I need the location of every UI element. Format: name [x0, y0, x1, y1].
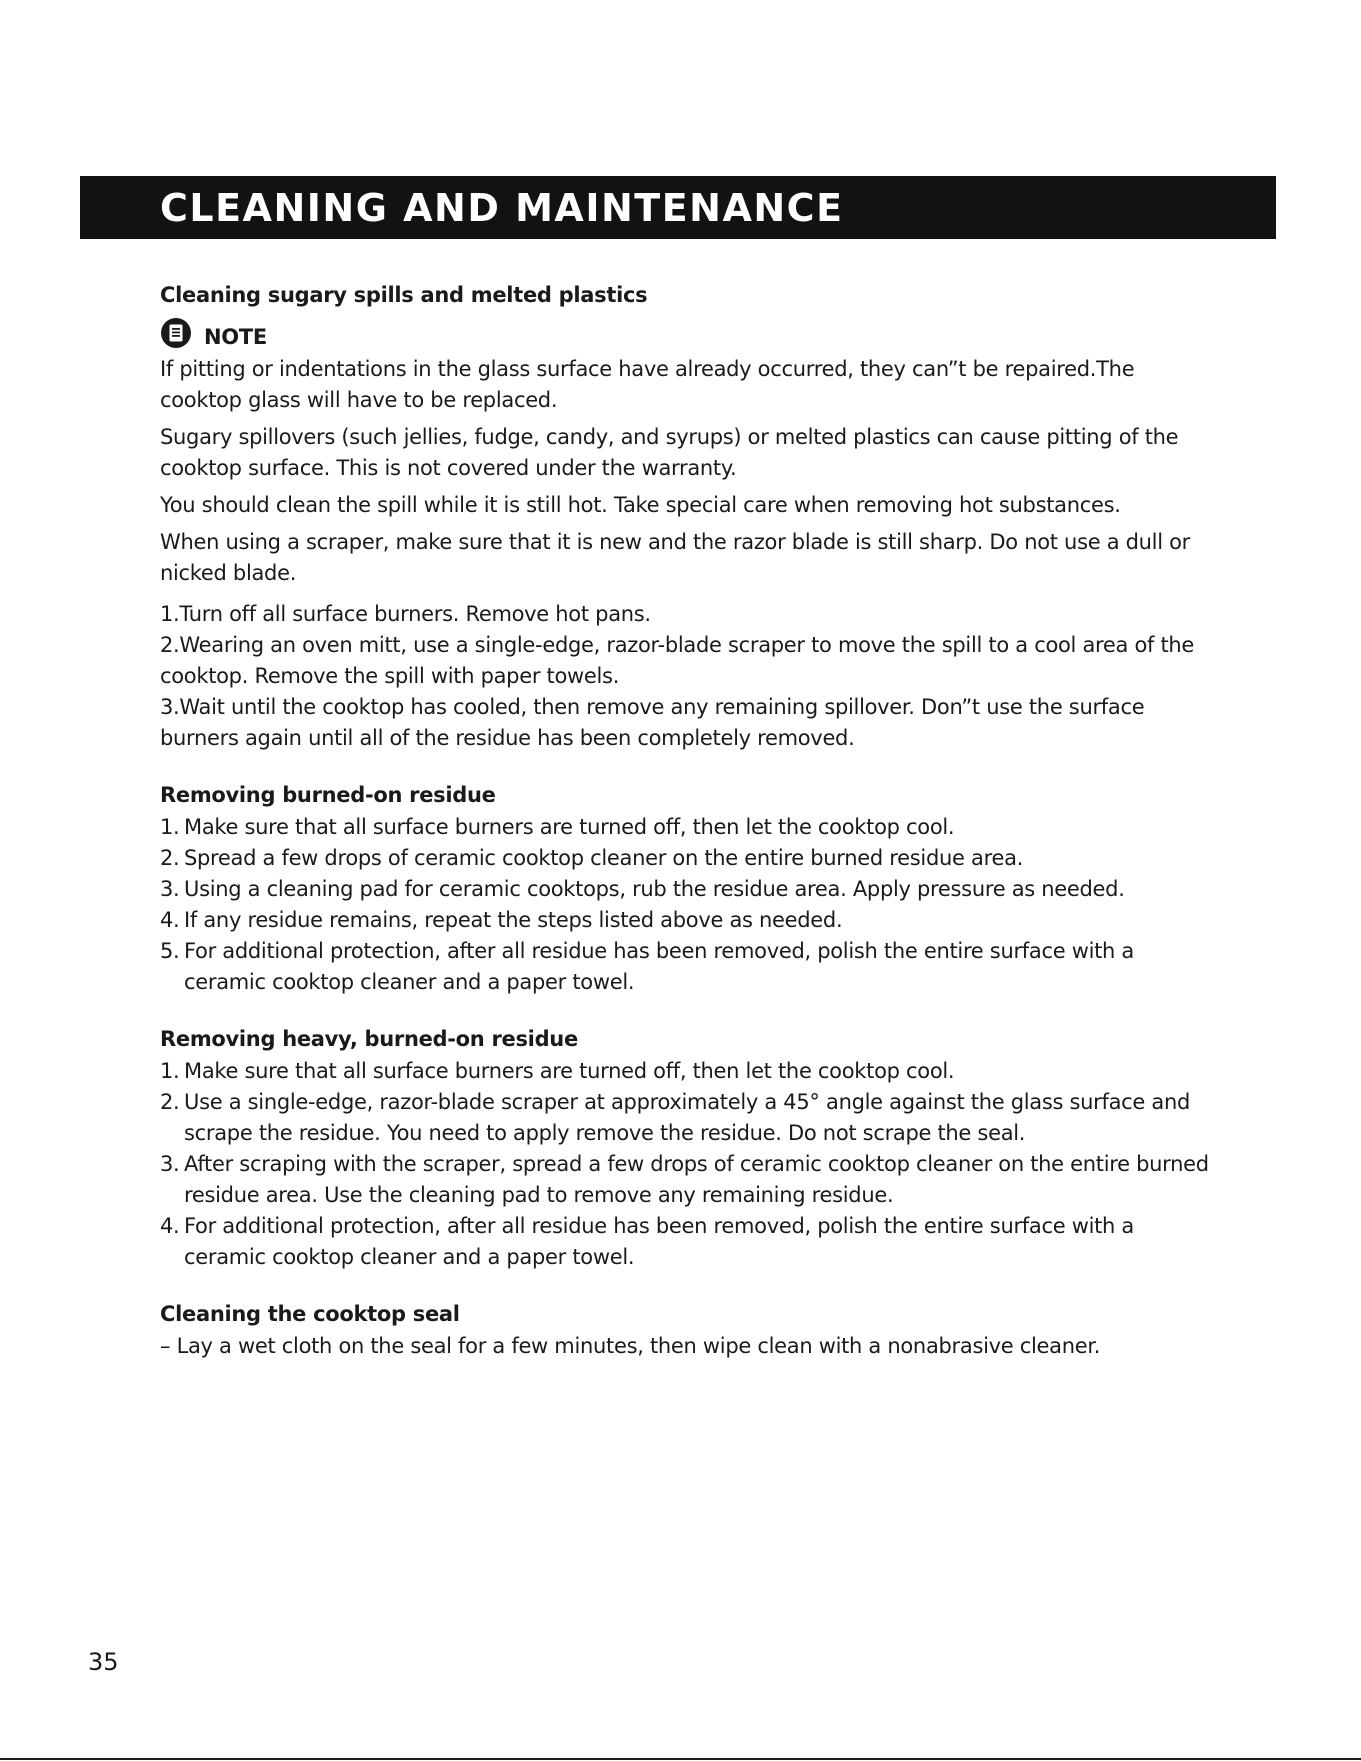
note-callout — [160, 321, 1220, 353]
list-item-text: After scraping with the scraper, spread a few drops of ceramic cooktop cleaner on the entire burned residue area. Use the cleaning pad to remove any remaining residue. — [184, 1152, 1209, 1207]
cooktop-seal-section — [160, 1299, 1220, 1362]
cooktop-seal-heading: Cleaning the cooktop seal — [160, 1302, 460, 1326]
list-item — [160, 1149, 1220, 1211]
list-item-number: 1. — [160, 815, 180, 839]
section-title: CLEANING AND MAINTENANCE — [160, 186, 844, 230]
list-item-text: For additional protection, after all residue has been removed, polish the entire surface with a ceramic cooktop cleaner and a paper towel. — [184, 1214, 1134, 1269]
list-item-number: 2. — [160, 1090, 180, 1114]
page-number: 35 — [88, 1648, 119, 1676]
list-item: 2.Wearing an oven mitt, use a single-edge, razor-blade scraper to move the spill to a cool area of the cooktop. Remove the spill with paper towels. — [160, 633, 1195, 688]
list-item — [160, 905, 1220, 936]
bottom-rule — [0, 1758, 1361, 1760]
list-item-number: 2. — [160, 846, 180, 870]
list-item — [160, 874, 1220, 905]
list-item — [160, 812, 1220, 843]
scraper-paragraph: When using a scraper, make sure that it is new and the razor blade is still sharp. Do not use a dull or nicked blade. — [160, 530, 1191, 585]
list-item-text: Use a single-edge, razor-blade scraper at approximately a 45° angle against the glass surface and scrape the residue. You need to apply remove the residue. Do not scrape the seal. — [184, 1090, 1191, 1145]
list-item-number: 5. — [160, 939, 180, 963]
list-item — [160, 843, 1220, 874]
list-item-number: 3. — [160, 1152, 180, 1176]
list-item — [160, 1211, 1220, 1273]
list-item-text: Make sure that all surface burners are turned off, then let the cooktop cool. — [184, 1059, 955, 1083]
list-item-number: 3. — [160, 877, 180, 901]
list-item: 1.Turn off all surface burners. Remove hot pans. — [160, 602, 651, 626]
burned-residue-list — [160, 812, 1220, 998]
list-item-text: If any residue remains, repeat the steps listed above as needed. — [184, 908, 843, 932]
page-content — [160, 280, 1220, 1362]
list-item — [160, 1056, 1220, 1087]
list-item-number: 4. — [160, 908, 180, 932]
burned-residue-section — [160, 780, 1220, 998]
list-item-number: 4. — [160, 1214, 180, 1238]
note-label: NOTE — [204, 324, 267, 349]
list-item — [160, 1087, 1220, 1149]
heavy-residue-list — [160, 1056, 1220, 1273]
sugary-spills-heading: Cleaning sugary spills and melted plastics — [160, 283, 648, 307]
list-item-text: Make sure that all surface burners are turned off, then let the cooktop cool. — [184, 815, 955, 839]
clean-hot-paragraph: You should clean the spill while it is still hot. Take special care when removing hot substances. — [160, 493, 1121, 517]
heavy-residue-heading: Removing heavy, burned-on residue — [160, 1027, 578, 1051]
sugary-spills-section — [160, 280, 1220, 754]
sugary-steps — [160, 599, 1220, 754]
list-item-number: 1. — [160, 1059, 180, 1083]
burned-residue-heading: Removing burned-on residue — [160, 783, 496, 807]
section-header-bar — [80, 176, 1276, 239]
heavy-residue-section — [160, 1024, 1220, 1273]
cooktop-seal-text: – Lay a wet cloth on the seal for a few minutes, then wipe clean with a nonabrasive cleaner. — [160, 1334, 1101, 1358]
list-item — [160, 936, 1220, 998]
warranty-paragraph: Sugary spillovers (such jellies, fudge, candy, and syrups) or melted plastics can cause pitting of the cooktop surface. This is not covered under the warranty. — [160, 425, 1179, 480]
note-icon — [160, 317, 204, 358]
note-paragraph: If pitting or indentations in the glass surface have already occurred, they can”t be repaired.The cooktop glass will have to be replaced. — [160, 357, 1135, 412]
list-item: 3.Wait until the cooktop has cooled, then remove any remaining spillover. Don”t use the surface burners again until all of the residue has been completely removed. — [160, 695, 1145, 750]
list-item-text: Using a cleaning pad for ceramic cooktops, rub the residue area. Apply pressure as needed. — [184, 877, 1125, 901]
list-item-text: For additional protection, after all residue has been removed, polish the entire surface with a ceramic cooktop cleaner and a paper towel. — [184, 939, 1134, 994]
list-item-text: Spread a few drops of ceramic cooktop cleaner on the entire burned residue area. — [184, 846, 1024, 870]
